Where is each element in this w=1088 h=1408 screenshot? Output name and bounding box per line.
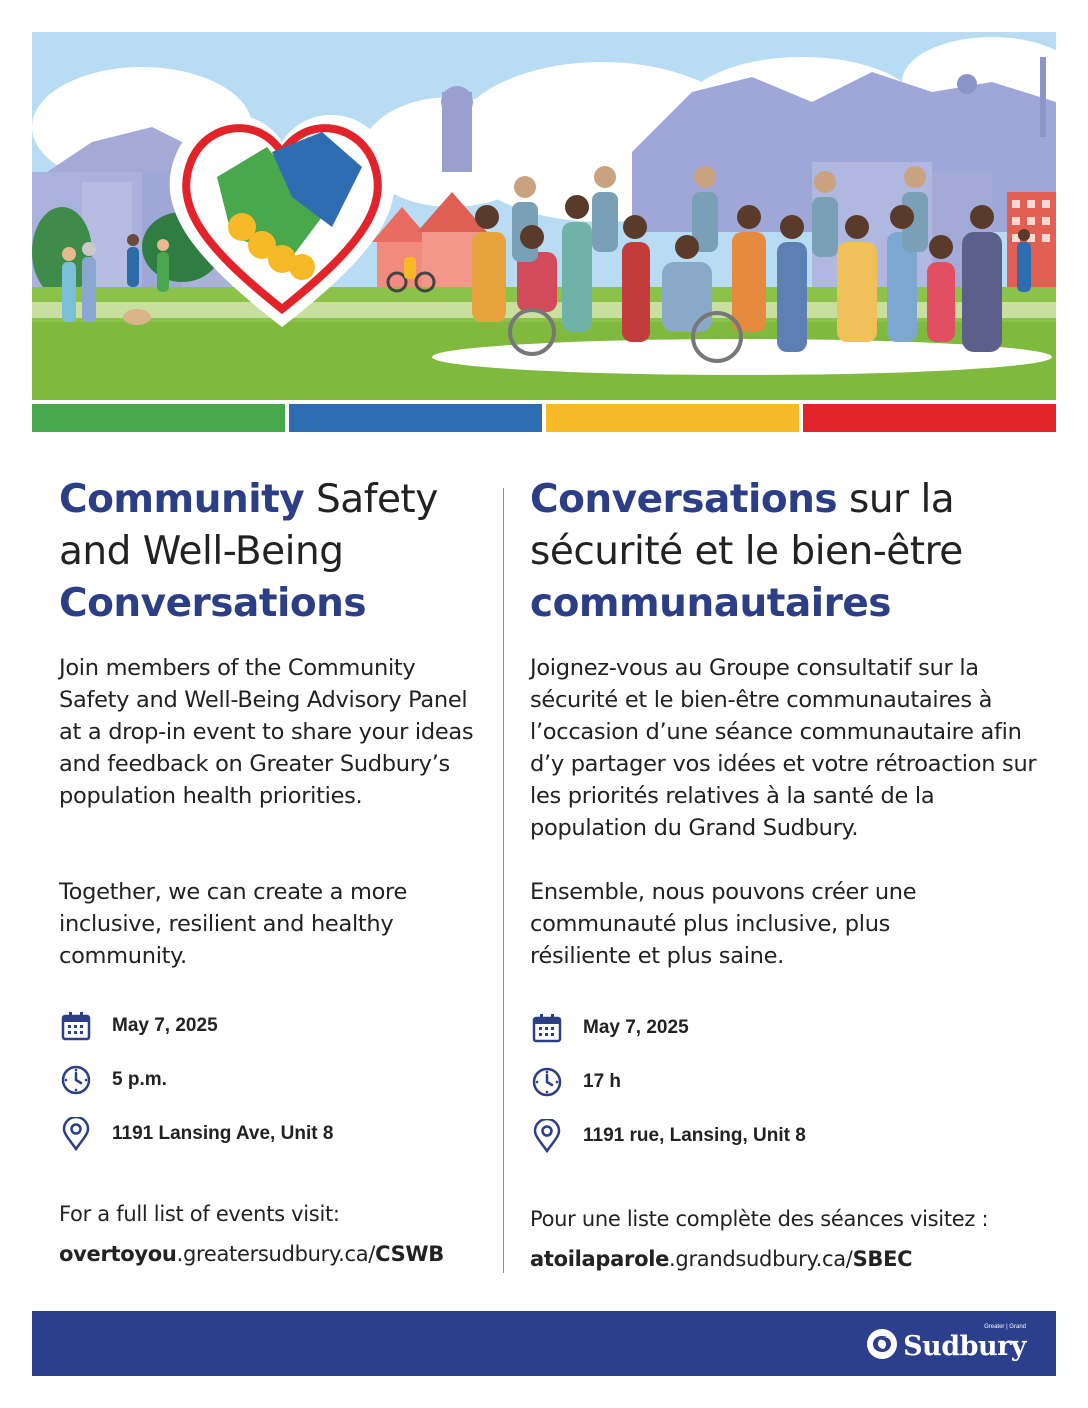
event-date: May 7, 2025 [112,1015,218,1036]
event-location: 1191 Lansing Ave, Unit 8 [112,1123,334,1144]
map-pin-icon [530,1119,564,1153]
hero-illustration [32,32,1056,400]
link-path[interactable]: CSWB [375,1242,444,1266]
event-date: May 7, 2025 [583,1017,689,1038]
english-location-row [59,1117,333,1151]
french-paragraph-1: Joignez-vous au Groupe consultatif sur la sécurité et le bien-être communautaires à l’occasion d’une séance communautaire afin d’y partager vos idées et votre rétroaction sur les priorités relatives à la santé de la population du Grand Sudbury. [530,655,1037,841]
english-visit-text: For a full list of events visit: [59,1202,340,1226]
french-visit-text: Pour une liste complète des séances visitez : [530,1207,989,1231]
calendar-icon [530,1011,564,1045]
english-event-link[interactable] [59,1242,444,1266]
stripe-blue [289,404,542,432]
english-title [59,474,489,630]
logo-small-text: Greater | Grand [984,1324,1026,1330]
title-highlight: Conversations [530,477,838,522]
stripe-green [32,404,285,432]
event-time: 17 h [583,1071,622,1092]
french-event-link[interactable] [530,1247,912,1271]
title-highlight-2: communautaires [530,581,892,626]
logo-text: Sudbury [903,1331,1026,1362]
title-highlight-2: Conversations [59,581,367,626]
color-stripes [32,404,1056,432]
event-time: 5 p.m. [112,1069,167,1090]
link-bold[interactable]: atoilaparole [530,1247,670,1271]
link-domain[interactable]: .grandsudbury.ca/ [669,1247,853,1271]
title-line2: sécurité et le bien-être [530,529,963,574]
english-date-row [59,1009,218,1043]
clock-icon [530,1065,564,1099]
english-paragraph-2: Together, we can create a more inclusive, resilient and healthy community. [59,879,408,969]
title-text: Safety [304,477,438,522]
title-line2: and Well-Being [59,529,344,574]
title-highlight: Community [59,477,305,522]
column-divider [503,488,504,1273]
english-column [59,474,489,1266]
calendar-icon [59,1009,93,1043]
french-date-row [530,1011,689,1045]
english-time-row [59,1063,167,1097]
french-time-row [530,1065,621,1099]
stripe-yellow [546,404,799,432]
title-text: sur la [837,477,955,522]
event-location: 1191 rue, Lansing, Unit 8 [583,1125,806,1146]
sudbury-logo [865,1324,1026,1366]
map-pin-icon [59,1117,93,1151]
link-domain[interactable]: .greatersudbury.ca/ [176,1242,376,1266]
swirl-logo-icon [865,1327,899,1366]
footer-bar [32,1311,1056,1376]
link-path[interactable]: SBEC [852,1247,913,1271]
french-column [530,474,1050,1271]
french-paragraph-2: Ensemble, nous pouvons créer une communauté plus inclusive, plus résiliente et plus saine. [530,879,917,969]
clock-icon [59,1063,93,1097]
link-bold[interactable]: overtoyou [59,1242,177,1266]
stripe-red [803,404,1056,432]
english-paragraph-1: Join members of the Community Safety and Well-Being Advisory Panel at a drop-in event to share your ideas and feedback on Greater Sudbury’s population health priorities. [59,655,474,809]
french-title [530,474,1050,630]
french-location-row [530,1119,806,1153]
